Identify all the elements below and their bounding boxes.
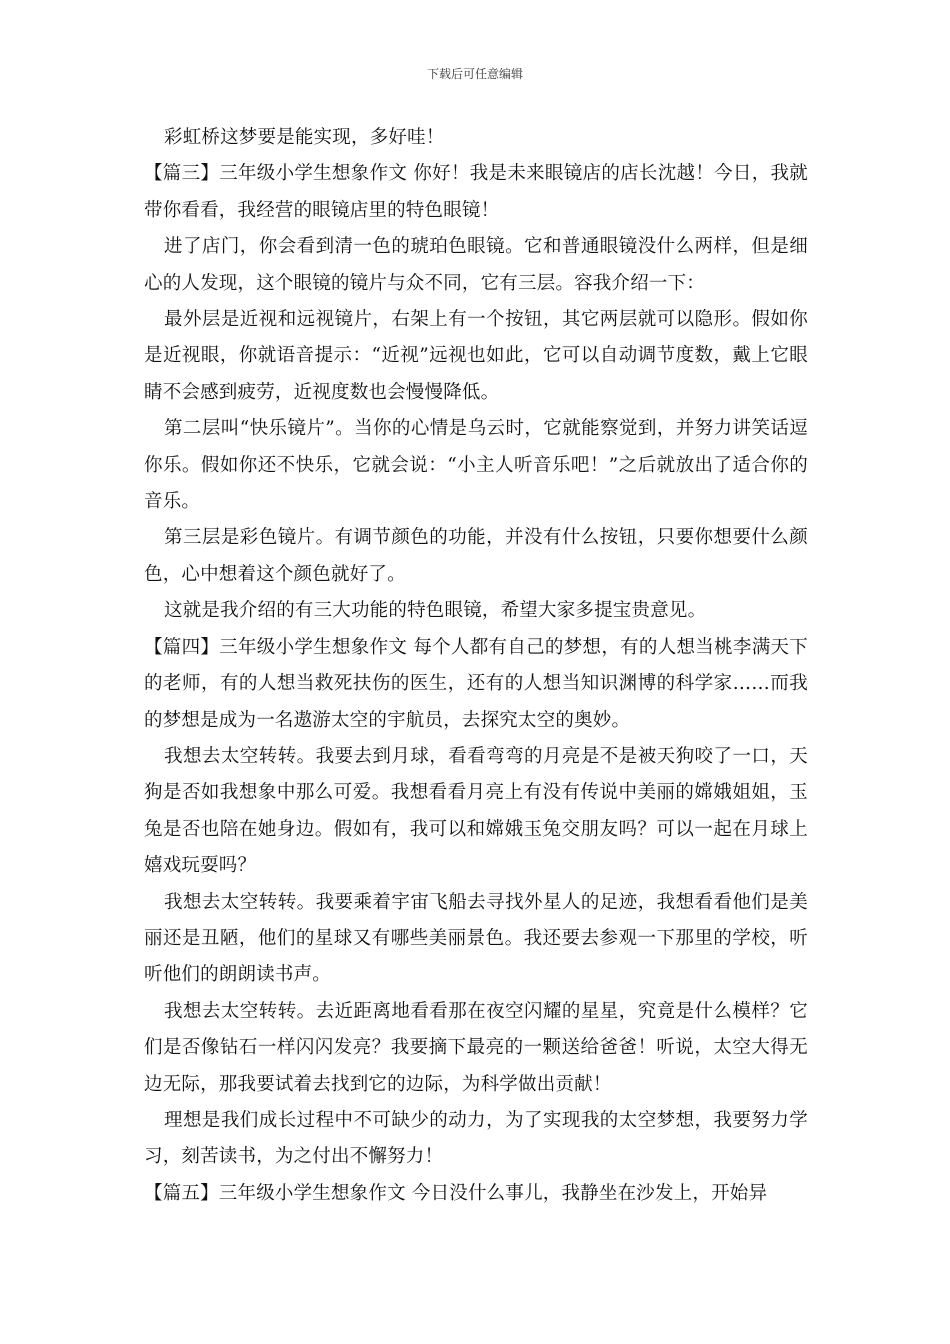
paragraph: 彩虹桥这梦要是能实现，多好哇！ bbox=[164, 127, 445, 148]
paragraph: 我想去太空转转。去近距离地看看那在夜空闪耀的星星，究竟是什么模样？它们是否像钻石一样闪闪发亮？我要摘下最亮的一颗送给爸爸！听说，太空大得无边无际，那我要试着去找到它的边际，为科学做出贡献！ bbox=[144, 1000, 808, 1095]
document-body bbox=[144, 120, 808, 1212]
page-header-note: 下载后可任意编辑 bbox=[426, 67, 523, 81]
paragraph: 我想去太空转转。我要去到月球，看看弯弯的月亮是不是被天狗咬了一口，天狗是否如我想象中那么可爱。我想看看月亮上有没有传说中美丽的嫦娥姐姐，玉兔是否也陪在她身边。假如有，我可以和嫦娥玉兔交朋友吗？可以一起在月球上嬉戏玩耍吗？ bbox=[144, 745, 808, 877]
paragraph-section-five: 【篇五】三年级小学生想象作文 今日没什么事儿，我静坐在沙发上，开始异 bbox=[144, 1182, 768, 1204]
paragraph: 第二层叫“快乐镜片”。当你的心情是乌云时，它就能察觉到，并努力讲笑话逗你乐。假如你还不快乐，它就会说：“小主人听音乐吧！”之后就放出了适合你的音乐。 bbox=[144, 418, 808, 513]
paragraph: 进了店门，你会看到清一色的琥珀色眼镜。它和普通眼镜没什么两样，但是细心的人发现，这个眼镜的镜片与众不同，它有三层。容我介绍一下： bbox=[144, 236, 808, 294]
paragraph: 理想是我们成长过程中不可缺少的动力，为了实现我的太空梦想，我要努力学习，刻苦读书，为之付出不懈努力！ bbox=[144, 1109, 808, 1168]
paragraph-section-four: 【篇四】三年级小学生想象作文 每个人都有自己的梦想，有的人想当桃李满天下的老师，有的人想当救死扶伤的医生，还有的人想当知识渊博的科学家……而我的梦想是成为一名遨游太空的宇航员，去探究太空的奥妙。 bbox=[144, 636, 808, 731]
paragraph: 第三层是彩色镜片。有调节颜色的功能，并没有什么按钮，只要你想要什么颜色，心中想着这个颜色就好了。 bbox=[144, 527, 808, 585]
paragraph-section-three: 【篇三】三年级小学生想象作文 你好！我是未来眼镜店的店长沈越！今日，我就带你看看，我经营的眼镜店里的特色眼镜！ bbox=[144, 163, 808, 221]
paragraph: 我想去太空转转。我要乘着宇宙飞船去寻找外星人的足迹，我想看看他们是美丽还是丑陋，他们的星球又有哪些美丽景色。我还要去参观一下那里的学校，听听他们的朗朗读书声。 bbox=[144, 891, 808, 986]
paragraph: 最外层是近视和远视镜片，右架上有一个按钮，其它两层就可以隐形。假如你是近视眼，你就语音提示：“近视”远视也如此，它可以自动调节度数，戴上它眼睛不会感到疲劳，近视度数也会慢慢降低。 bbox=[144, 309, 808, 403]
paragraph: 这就是我介绍的有三大功能的特色眼镜，希望大家多提宝贵意见。 bbox=[164, 600, 707, 622]
